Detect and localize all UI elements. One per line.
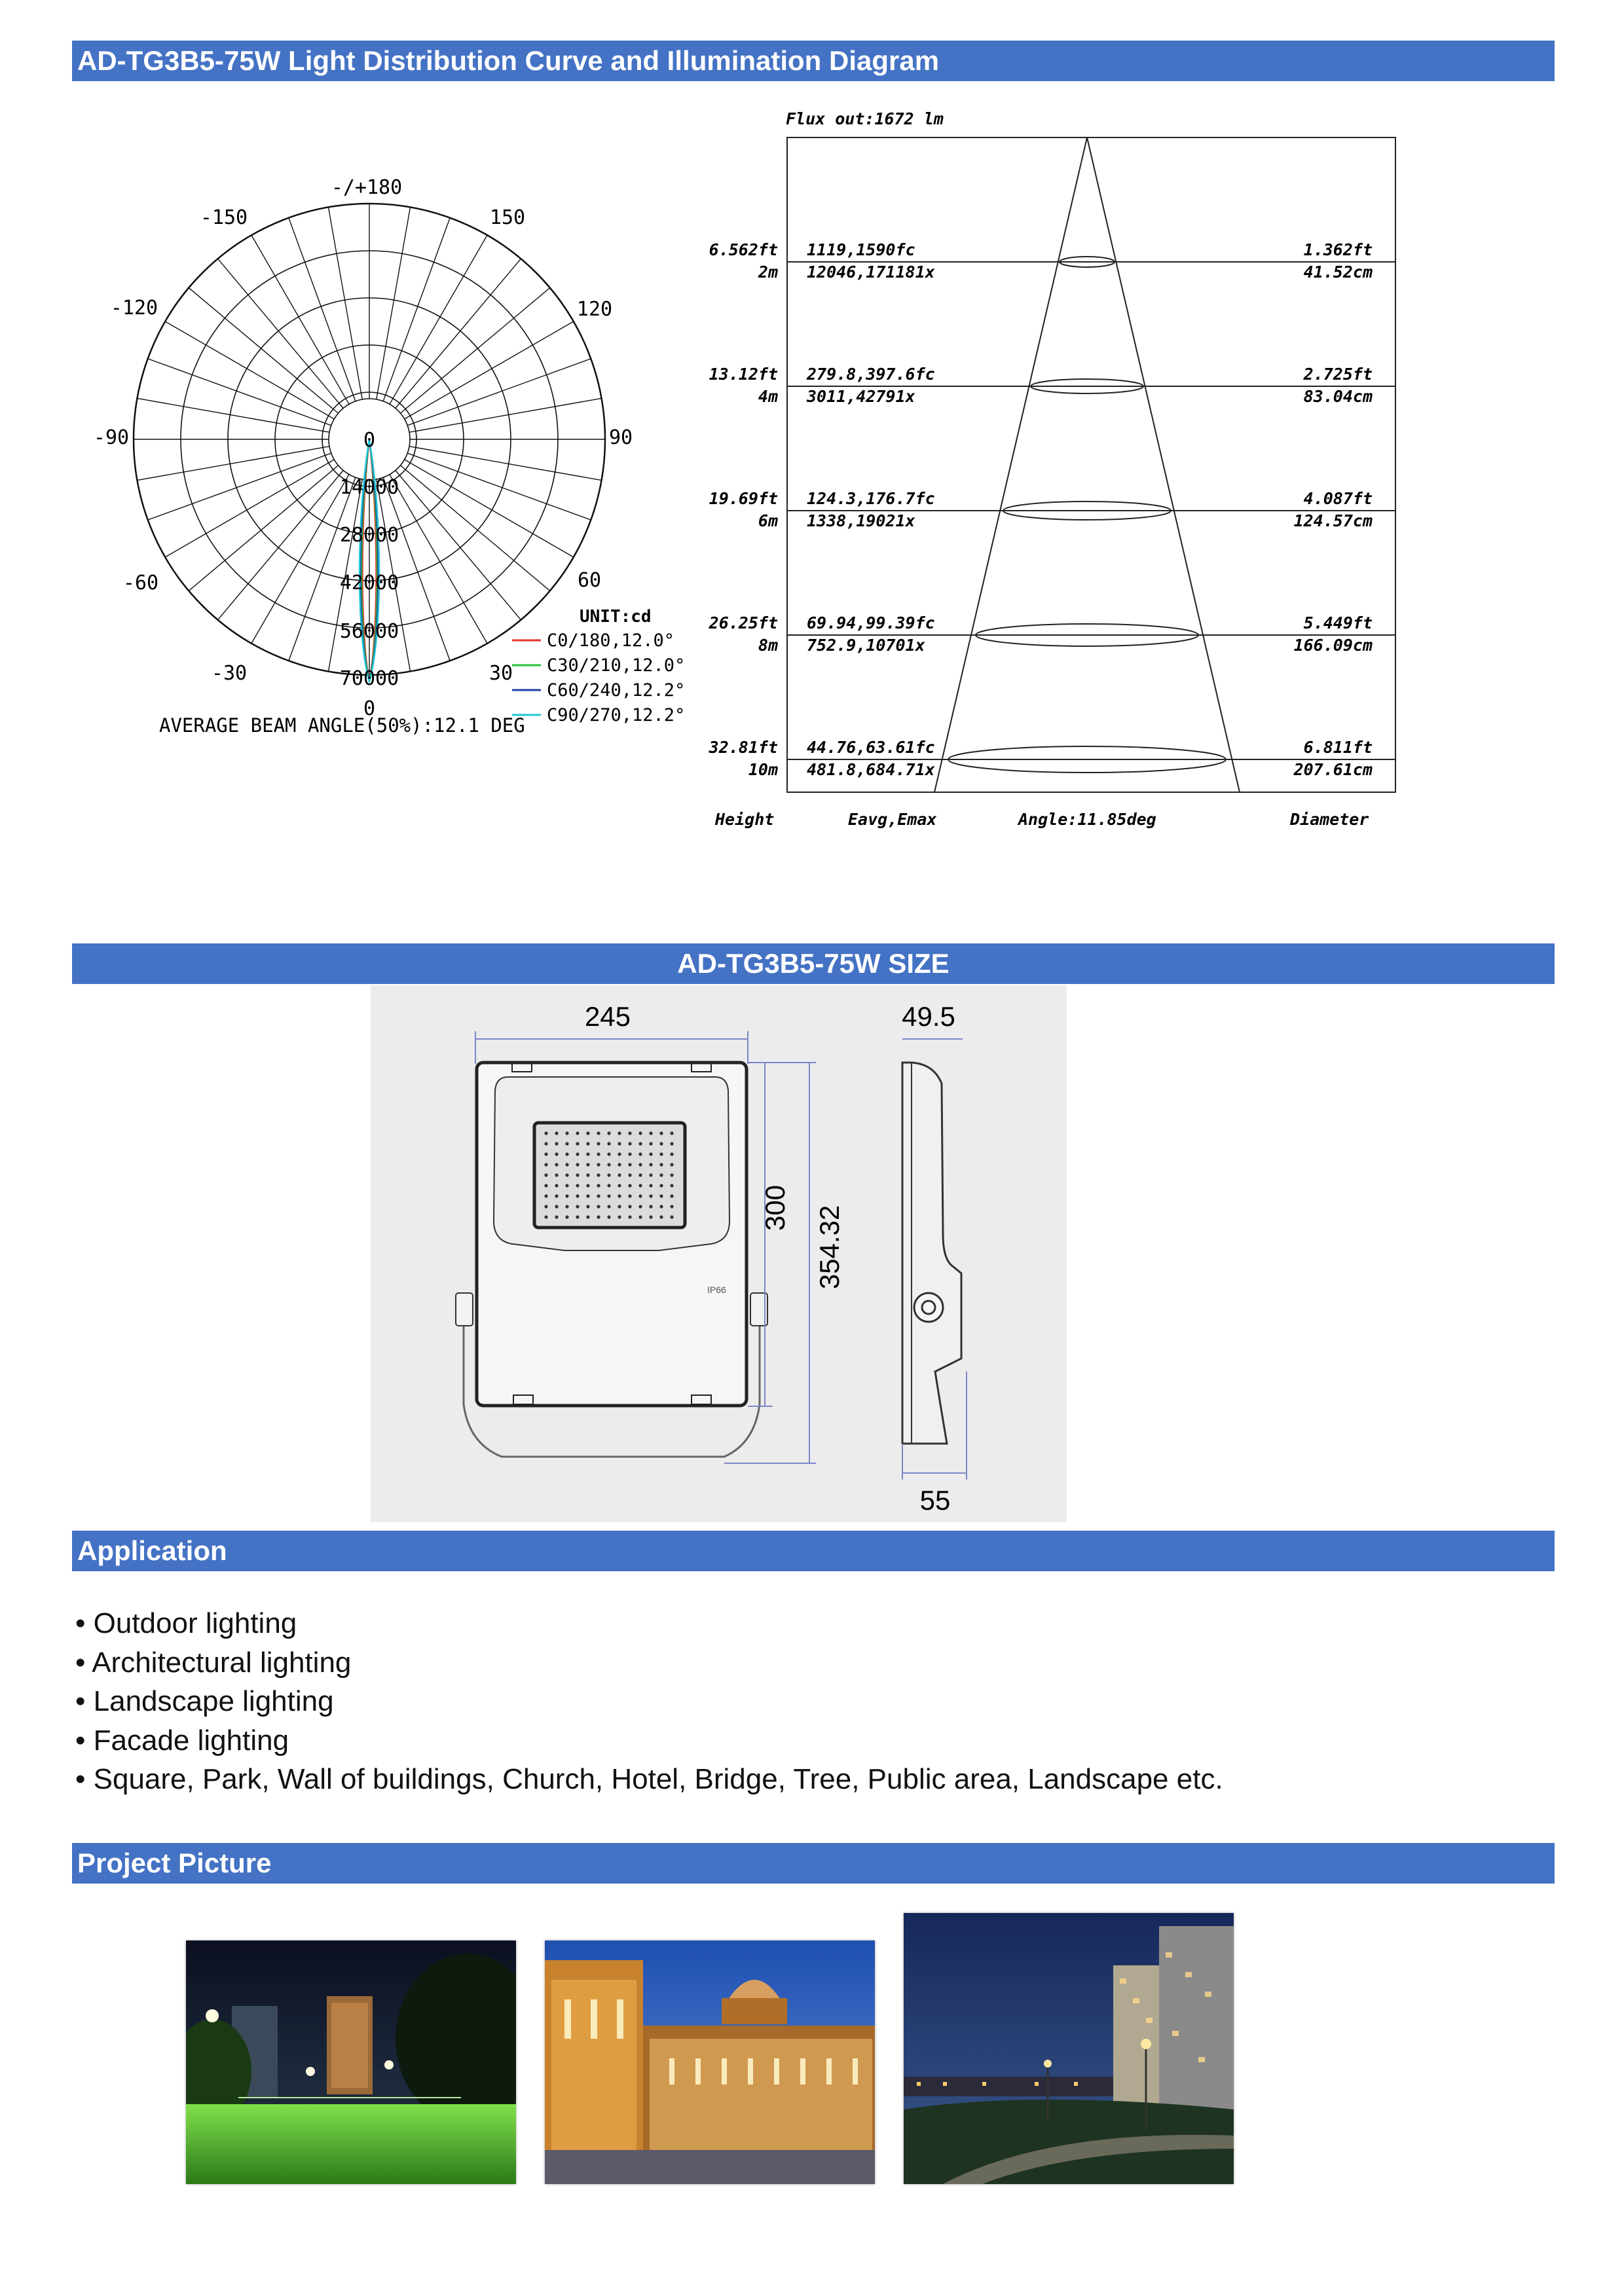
led-dot [649, 1194, 652, 1197]
polar-spoke [405, 460, 574, 557]
led-dot [628, 1215, 631, 1218]
polar-label-90: 90 [608, 426, 633, 449]
led-dot [659, 1173, 663, 1176]
cone-value-height-m: 10m [748, 760, 778, 779]
cone-edge-right [1087, 137, 1240, 792]
led-dot [628, 1163, 631, 1166]
led-dot [649, 1142, 652, 1145]
led-dot [544, 1142, 547, 1145]
width-label: 245 [584, 1001, 631, 1032]
cone-value-lx: 1338,19021x [807, 511, 915, 530]
led-dot [628, 1142, 631, 1145]
polar-spoke [189, 288, 338, 414]
application-item: • Architectural lighting [75, 1646, 352, 1679]
led-dot [659, 1194, 663, 1197]
led-dot [586, 1142, 589, 1145]
led-dot [659, 1215, 663, 1218]
led-dot [544, 1215, 547, 1218]
cone-value-fc: 69.94,99.39fc [807, 613, 935, 632]
led-dot [607, 1215, 610, 1218]
polar-spoke [218, 259, 344, 408]
legend-label-c30: C30/210,12.0° [547, 655, 686, 676]
led-dot [628, 1184, 631, 1187]
led-dot [586, 1215, 589, 1218]
footer-angle: Angle:11.85deg [1018, 810, 1156, 829]
cone-value-dia-cm: 124.57cm [1293, 511, 1373, 530]
led-dot [576, 1194, 579, 1197]
led-dot [565, 1194, 568, 1197]
led-dot [555, 1163, 558, 1166]
distribution-title: AD-TG3B5-75W Light Distribution Curve and Illumination Diagram [77, 45, 940, 76]
led-dot [544, 1152, 547, 1156]
cone-value-height-m: 4m [758, 387, 778, 406]
size-drawing [371, 985, 1067, 1522]
led-dot [628, 1205, 631, 1208]
project-section-header [72, 1843, 1555, 1884]
led-dot [597, 1205, 600, 1208]
polar-radial-label: 56000 [339, 620, 399, 643]
led-dot [576, 1215, 579, 1218]
led-dot [659, 1152, 663, 1156]
cone-value-dia-ft: 4.087ft [1303, 489, 1373, 508]
led-dot [628, 1131, 631, 1135]
cone-value-dia-cm: 41.52cm [1303, 263, 1373, 282]
led-dot [586, 1194, 589, 1197]
polar-label-neg90: -90 [93, 426, 130, 449]
polar-spoke [396, 470, 521, 619]
led-dot [544, 1173, 547, 1176]
led-dot [628, 1194, 631, 1197]
led-dot [586, 1205, 589, 1208]
cone-frame [787, 137, 1395, 792]
led-dot [638, 1194, 642, 1197]
led-dot [607, 1184, 610, 1187]
led-dot [607, 1173, 610, 1176]
led-dot [638, 1152, 642, 1156]
cone-value-height-m: 8m [758, 636, 778, 655]
led-dot [555, 1215, 558, 1218]
polar-spoke [137, 398, 329, 432]
polar-label-neg150: -150 [200, 206, 248, 229]
led-dot [670, 1184, 673, 1187]
polar-label-neg30: -30 [211, 662, 248, 685]
cone-value-fc: 1119,1590fc [807, 240, 915, 259]
size-title: AD-TG3B5-75W SIZE [677, 948, 950, 979]
led-dot [555, 1184, 558, 1187]
polar-label-60: 60 [577, 569, 602, 592]
polar-spoke [137, 446, 329, 481]
led-dot [649, 1163, 652, 1166]
led-dot [586, 1131, 589, 1135]
cone-value-lx: 481.8,684.71x [807, 760, 935, 779]
ip-rating-label: IP66 [707, 1285, 726, 1295]
polar-unit-label: UNIT:cd [580, 607, 652, 627]
palace-night-photo [545, 1941, 875, 2184]
cone-value-dia-cm: 83.04cm [1303, 387, 1373, 406]
led-dot [618, 1215, 621, 1218]
application-list [75, 1604, 1223, 1799]
led-dot [555, 1194, 558, 1197]
polar-spoke [409, 398, 601, 432]
stadium-night-photo [186, 1941, 516, 2184]
led-dot [607, 1131, 610, 1135]
led-dot [555, 1131, 558, 1135]
led-dot [544, 1131, 547, 1135]
distribution-section-header [72, 41, 1555, 81]
cone-value-dia-cm: 207.61cm [1293, 760, 1373, 779]
polar-spoke [390, 235, 487, 404]
polar-label-neg120: -120 [110, 297, 158, 319]
led-dot [670, 1142, 673, 1145]
polar-center-label: 0 [363, 429, 376, 452]
led-dot [638, 1184, 642, 1187]
size-section-header [72, 943, 1555, 984]
footer-diameter: Diameter [1290, 810, 1369, 829]
led-dot [649, 1173, 652, 1176]
led-dot [586, 1152, 589, 1156]
led-dot [607, 1152, 610, 1156]
led-dot [659, 1131, 663, 1135]
height-inner-label: 300 [760, 1184, 790, 1231]
led-dot [597, 1184, 600, 1187]
led-dot [670, 1152, 673, 1156]
polar-spoke [165, 321, 334, 419]
led-dot [659, 1184, 663, 1187]
led-dot [555, 1152, 558, 1156]
cone-value-dia-ft: 1.362ft [1303, 240, 1373, 259]
legend-label-c60: C60/240,12.2° [547, 680, 686, 701]
cone-value-height-ft: 13.12ft [709, 365, 778, 384]
led-dot [659, 1163, 663, 1166]
led-dot [670, 1163, 673, 1166]
cone-value-dia-cm: 166.09cm [1293, 636, 1373, 655]
cone-value-dia-ft: 5.449ft [1303, 613, 1373, 632]
height-total-label: 354.32 [814, 1205, 845, 1290]
application-item: • Facade lighting [75, 1724, 289, 1757]
led-dot [565, 1163, 568, 1166]
application-section-header [72, 1531, 1555, 1571]
polar-label-120: 120 [576, 298, 613, 321]
bracket-label: 55 [919, 1485, 951, 1516]
led-dot [649, 1131, 652, 1135]
polar-label-0: 0 [363, 697, 376, 720]
flux-label: Flux out:1672 lm [786, 109, 944, 128]
polar-spoke [251, 475, 349, 644]
led-dot [649, 1205, 652, 1208]
cone-edge-left [934, 137, 1087, 792]
led-dot [586, 1163, 589, 1166]
led-dot [565, 1152, 568, 1156]
polar-label-30: 30 [489, 662, 513, 685]
polar-label-neg60: -60 [122, 572, 159, 594]
led-dot [544, 1184, 547, 1187]
polar-radial-label: 28000 [339, 524, 399, 547]
led-dot [544, 1194, 547, 1197]
led-dot [576, 1152, 579, 1156]
polar-radial-label: 14000 [339, 476, 399, 499]
polar-spoke [407, 359, 591, 426]
led-dot [670, 1173, 673, 1176]
depth-label: 49.5 [902, 1001, 955, 1032]
polar-spoke [328, 207, 362, 399]
led-dot [628, 1173, 631, 1176]
led-dot [607, 1163, 610, 1166]
led-dot [618, 1194, 621, 1197]
led-dot [576, 1173, 579, 1176]
cone-value-lx: 752.9,10701x [807, 636, 925, 655]
cone-value-height-m: 2m [758, 263, 778, 282]
led-dot [597, 1131, 600, 1135]
cone-value-lx: 12046,171181x [807, 263, 935, 282]
cone-value-fc: 44.76,63.61fc [807, 738, 935, 757]
led-dot [618, 1163, 621, 1166]
led-dot [555, 1173, 558, 1176]
polar-spoke [405, 321, 574, 419]
led-dot [565, 1142, 568, 1145]
polar-label-180: -/+180 [331, 176, 403, 199]
polar-spoke [148, 453, 331, 520]
application-title: Application [77, 1535, 227, 1566]
polar-spoke [409, 446, 601, 481]
polar-spoke [407, 453, 591, 520]
polar-label-150: 150 [489, 206, 526, 229]
polar-spoke [400, 288, 549, 414]
illumination-cone-diagram [694, 105, 1428, 851]
led-dot [670, 1131, 673, 1135]
led-dot [670, 1194, 673, 1197]
polar-spoke [390, 475, 487, 644]
cone-value-dia-ft: 2.725ft [1303, 365, 1373, 384]
polar-spoke [400, 465, 549, 591]
polar-distribution-diagram [85, 170, 701, 746]
polar-radial-label: 42000 [339, 572, 399, 594]
led-dot [597, 1152, 600, 1156]
led-dot [638, 1173, 642, 1176]
polar-spoke [148, 359, 331, 426]
led-dot [607, 1142, 610, 1145]
led-dot [544, 1205, 547, 1208]
led-dot [649, 1215, 652, 1218]
led-dot [597, 1163, 600, 1166]
legend-label-c0: C0/180,12.0° [547, 630, 675, 651]
led-dot [638, 1205, 642, 1208]
led-dot [618, 1184, 621, 1187]
cone-lines [787, 137, 1395, 792]
polar-spoke [251, 235, 349, 404]
led-dot [607, 1205, 610, 1208]
application-item: • Landscape lighting [75, 1685, 334, 1717]
legend-label-c90: C90/270,12.2° [547, 705, 686, 725]
led-dot [576, 1205, 579, 1208]
polar-spoke [165, 460, 334, 557]
beam-angle-label: AVERAGE BEAM ANGLE(50%):12.1 DEG [159, 714, 525, 737]
led-dot [649, 1184, 652, 1187]
project-title: Project Picture [77, 1848, 272, 1878]
led-dot [670, 1205, 673, 1208]
cone-value-height-ft: 32.81ft [709, 738, 778, 757]
led-dot [576, 1142, 579, 1145]
led-dot [638, 1142, 642, 1145]
bracket-knob-left [456, 1293, 473, 1326]
led-dot [555, 1142, 558, 1145]
led-dot [638, 1215, 642, 1218]
led-dot [618, 1131, 621, 1135]
polar-spoke [377, 207, 411, 399]
footer-height: Height [715, 810, 775, 829]
polar-radial-label: 70000 [339, 667, 399, 690]
cone-value-lx: 3011,42791x [807, 387, 915, 406]
led-dot [586, 1184, 589, 1187]
led-dot [544, 1163, 547, 1166]
led-dot [586, 1173, 589, 1176]
led-dot [638, 1163, 642, 1166]
led-dot [597, 1142, 600, 1145]
polar-spoke [383, 218, 450, 401]
led-dot [565, 1173, 568, 1176]
led-dot [576, 1163, 579, 1166]
polar-spoke [189, 465, 338, 591]
riverside-buildings-photo [904, 1913, 1234, 2184]
led-dot [659, 1205, 663, 1208]
led-dot [565, 1205, 568, 1208]
polar-spoke [396, 259, 521, 408]
polar-spoke [218, 470, 344, 619]
led-dot [597, 1215, 600, 1218]
led-dot [607, 1194, 610, 1197]
cone-rows [709, 240, 1373, 779]
led-dot [576, 1131, 579, 1135]
led-dot [638, 1131, 642, 1135]
cone-value-dia-ft: 6.811ft [1303, 738, 1373, 757]
led-dot [618, 1205, 621, 1208]
application-item: • Square, Park, Wall of buildings, Church, Hotel, Bridge, Tree, Public area, Landscape etc. [75, 1763, 1223, 1795]
polar-legend [512, 630, 685, 725]
led-dot [597, 1173, 600, 1176]
side-bracket-knob [914, 1293, 943, 1322]
cone-value-fc: 124.3,176.7fc [807, 489, 935, 508]
led-dot [628, 1152, 631, 1156]
led-dot [618, 1152, 621, 1156]
led-dot [565, 1215, 568, 1218]
led-dot [670, 1215, 673, 1218]
cone-value-height-ft: 26.25ft [709, 613, 778, 632]
led-dot [597, 1194, 600, 1197]
footer-eavg: Eavg,Emax [848, 810, 937, 829]
led-dot [659, 1142, 663, 1145]
polar-spoke [289, 218, 356, 401]
cone-value-height-ft: 6.562ft [709, 240, 778, 259]
cone-value-height-ft: 19.69ft [709, 489, 778, 508]
cone-value-fc: 279.8,397.6fc [807, 365, 935, 384]
led-dot [576, 1184, 579, 1187]
led-dot [555, 1205, 558, 1208]
led-dot [565, 1184, 568, 1187]
led-dot [618, 1142, 621, 1145]
led-dot [618, 1173, 621, 1176]
cone-value-height-m: 6m [758, 511, 778, 530]
application-item: • Outdoor lighting [75, 1607, 297, 1639]
led-dot [565, 1131, 568, 1135]
led-dot [649, 1152, 652, 1156]
